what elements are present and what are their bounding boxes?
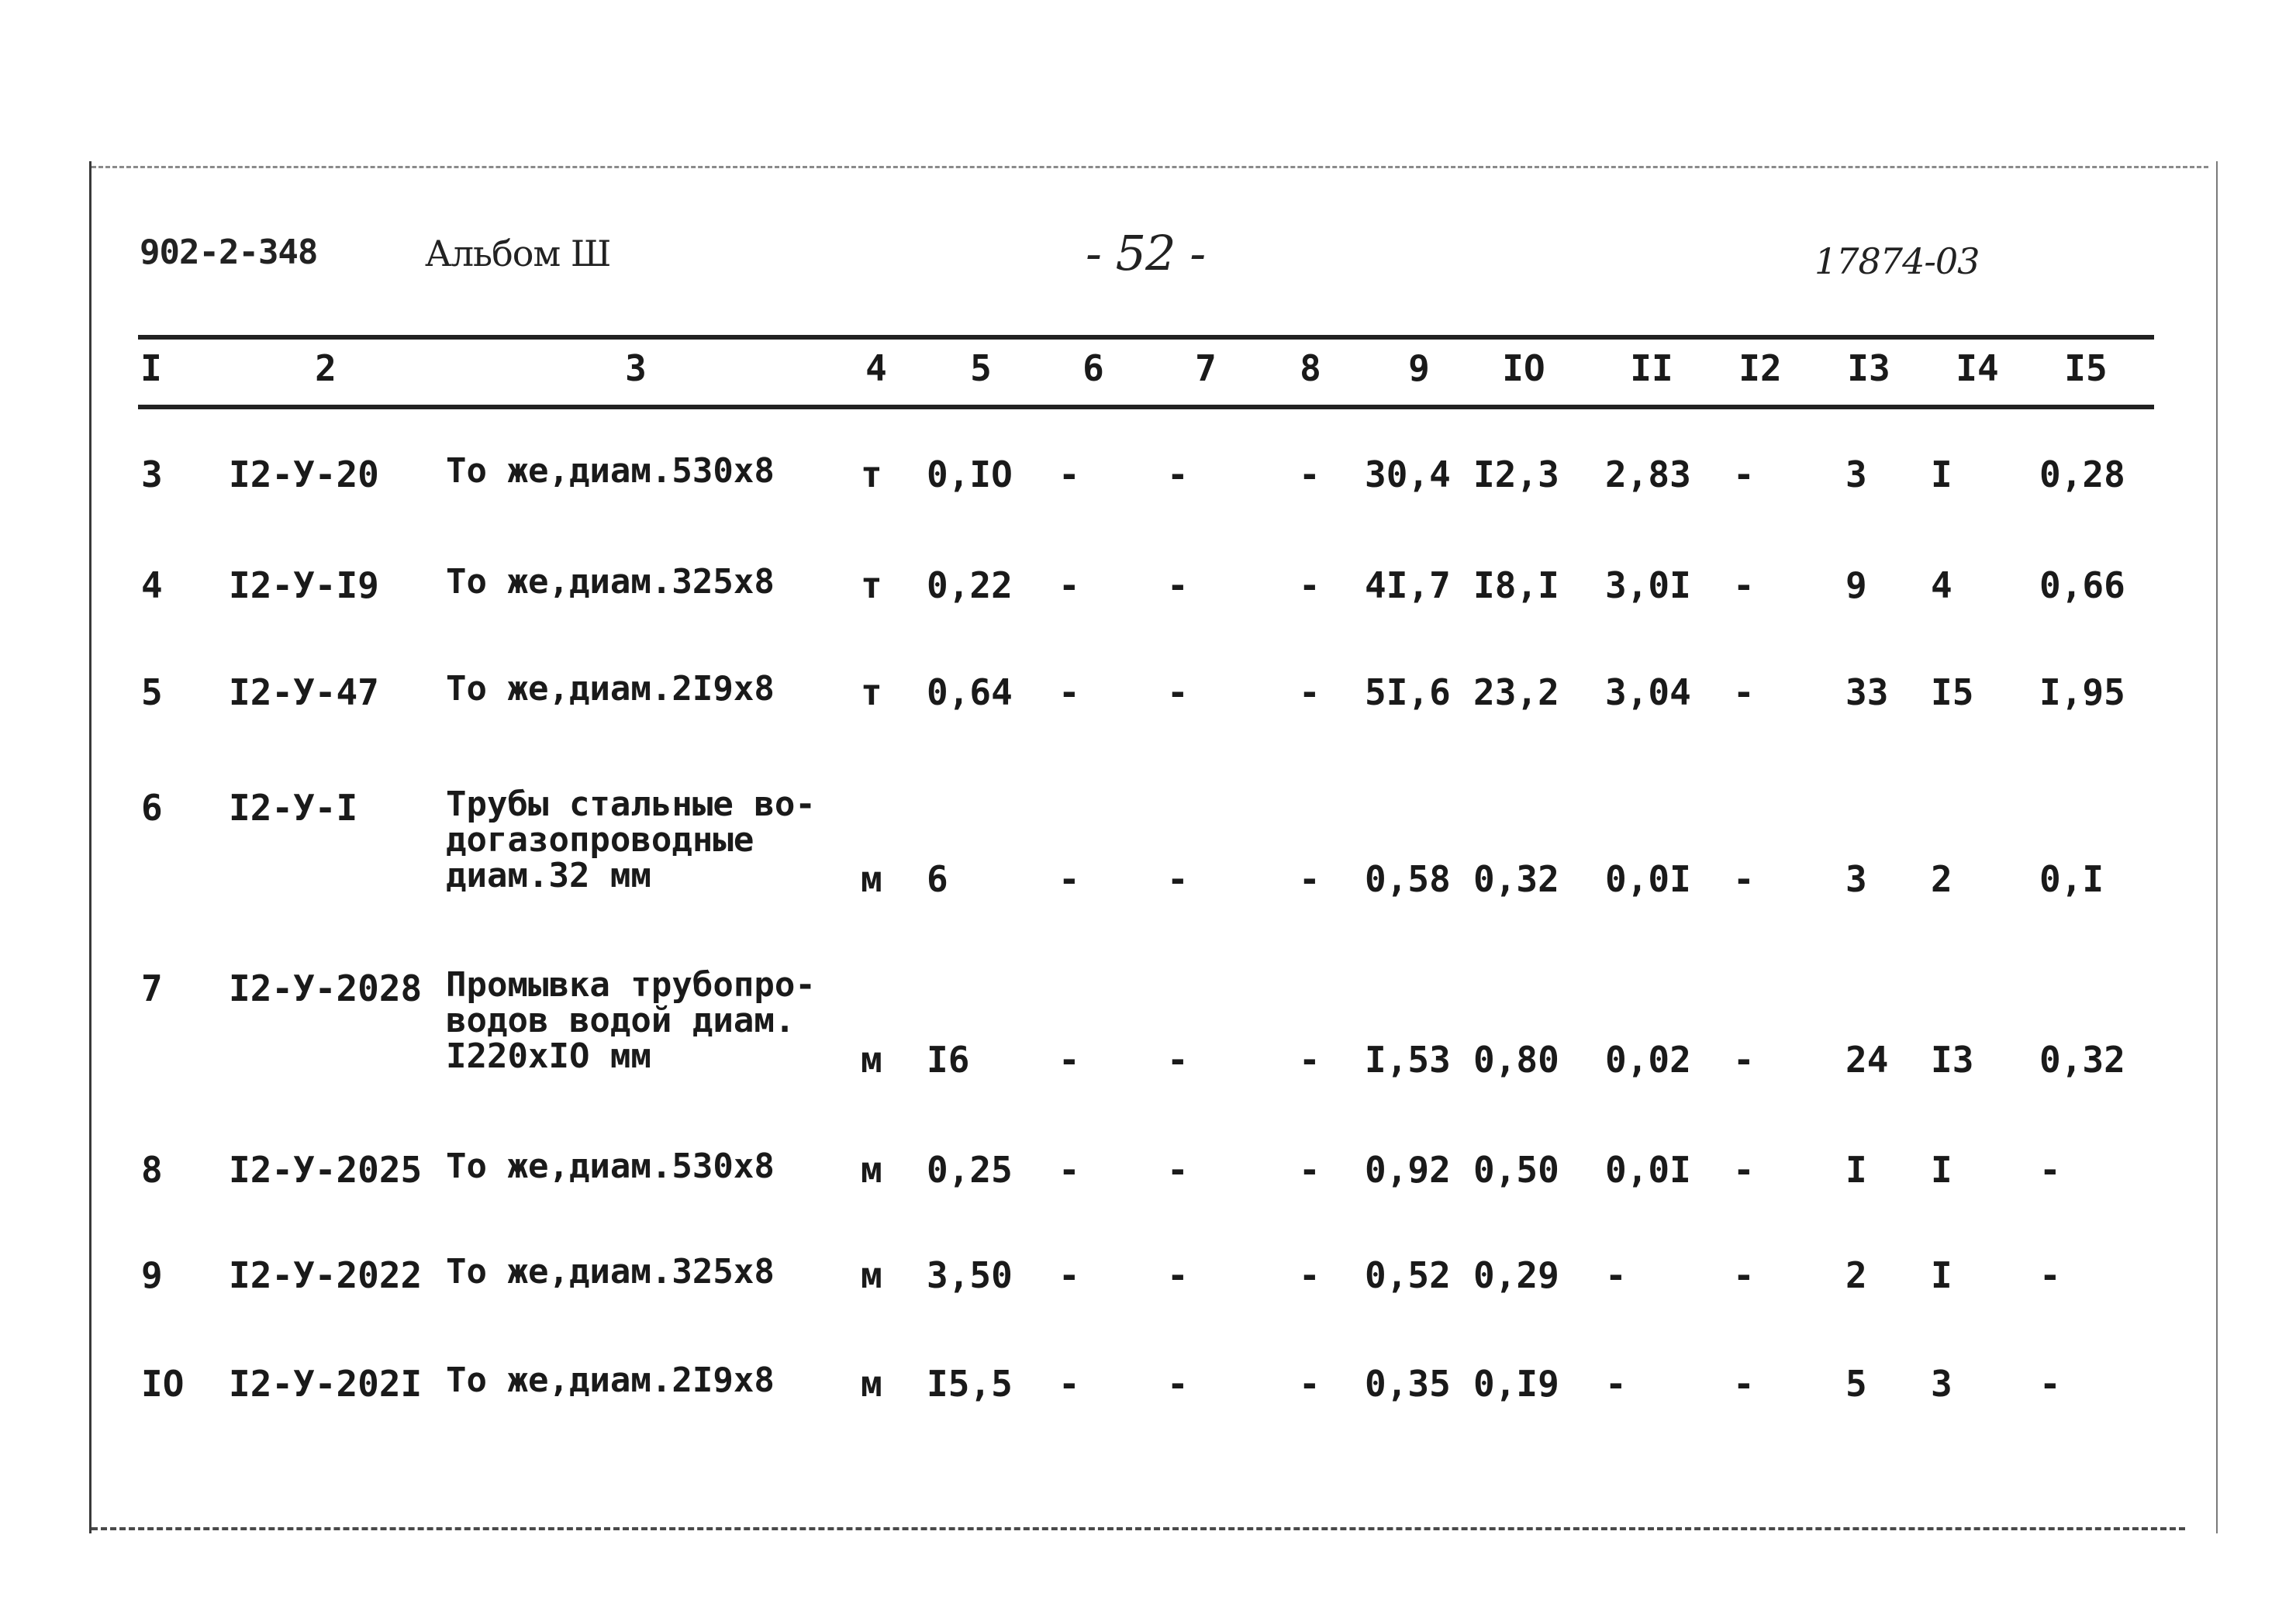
table-cell-col-1: 7 — [141, 967, 163, 1009]
table-cell-col-2: I2-У-I — [229, 787, 358, 829]
table-cell-col-13: 9 — [1845, 564, 1867, 606]
table-header-top-rule — [138, 335, 2154, 340]
column-header-6: 6 — [1082, 347, 1104, 389]
table-cell-col-4: т — [861, 454, 882, 495]
table-header-bottom-rule — [138, 405, 2154, 409]
table-cell-col-12: - — [1733, 858, 1755, 900]
table-cell-col-6: - — [1058, 1039, 1080, 1081]
table-cell-col-11: 3,04 — [1605, 671, 1691, 713]
table-cell-col-9: 0,92 — [1365, 1149, 1451, 1191]
table-cell-col-6: - — [1058, 858, 1080, 900]
document-number: 902-2-348 — [140, 233, 318, 272]
table-cell-col-7: - — [1167, 1363, 1189, 1405]
table-cell-col-3: То же,диам.2I9х8 — [446, 1361, 775, 1400]
table-cell-col-4: м — [861, 1039, 882, 1081]
table-cell-col-14: 2 — [1931, 858, 1952, 900]
table-cell-col-10: 0,32 — [1473, 858, 1559, 900]
table-cell-col-2: I2-У-47 — [229, 671, 379, 713]
table-cell-col-2: I2-У-2025 — [229, 1149, 423, 1191]
table-cell-col-3: То же,диам.2I9х8 — [446, 669, 775, 709]
column-header-10: IO — [1502, 347, 1545, 389]
table-cell-col-5: 0,22 — [927, 564, 1013, 606]
table-cell-col-4: м — [861, 1363, 882, 1405]
table-cell-col-5: 6 — [927, 858, 948, 900]
table-cell-col-5: 0,64 — [927, 671, 1013, 713]
table-cell-col-14: 3 — [1931, 1363, 1952, 1405]
table-cell-col-10: 0,29 — [1473, 1254, 1559, 1296]
table-cell-col-6: - — [1058, 564, 1080, 606]
table-cell-col-7: - — [1167, 454, 1189, 495]
table-cell-col-5: 0,25 — [927, 1149, 1013, 1191]
table-cell-col-14: I5 — [1931, 671, 1974, 713]
column-header-5: 5 — [970, 347, 992, 389]
table-cell-col-3: Трубы стальные во- догазопроводные диам.32 мм — [446, 785, 816, 895]
inventory-number: 17874-03 — [1814, 240, 1980, 282]
table-cell-col-10: 0,50 — [1473, 1149, 1559, 1191]
album-label: Альбом Ш — [425, 233, 611, 274]
table-cell-col-13: 5 — [1845, 1363, 1867, 1405]
table-cell-col-4: м — [861, 1149, 882, 1191]
table-cell-col-3: То же,диам.325х8 — [446, 562, 775, 602]
table-cell-col-9: 0,35 — [1365, 1363, 1451, 1405]
column-header-13: I3 — [1847, 347, 1890, 389]
table-cell-col-12: - — [1733, 671, 1755, 713]
table-cell-col-2: I2-У-20 — [229, 454, 379, 495]
table-cell-col-9: I,53 — [1365, 1039, 1451, 1081]
table-cell-col-8: - — [1299, 454, 1321, 495]
table-cell-col-11: 0,0I — [1605, 858, 1691, 900]
table-cell-col-10: 23,2 — [1473, 671, 1559, 713]
table-cell-col-9: 0,58 — [1365, 858, 1451, 900]
column-header-12: I2 — [1738, 347, 1782, 389]
column-header-11: II — [1630, 347, 1673, 389]
table-cell-col-11: 0,02 — [1605, 1039, 1691, 1081]
table-cell-col-10: 0,80 — [1473, 1039, 1559, 1081]
table-cell-col-15: 0,66 — [2039, 564, 2125, 606]
column-header-8: 8 — [1300, 347, 1321, 389]
table-cell-col-15: 0,28 — [2039, 454, 2125, 495]
column-header-2: 2 — [315, 347, 337, 389]
table-cell-col-15: - — [2039, 1149, 2061, 1191]
table-cell-col-7: - — [1167, 671, 1189, 713]
table-cell-col-15: I,95 — [2039, 671, 2125, 713]
table-cell-col-3: Промывка трубопро- водов водой диам. I220хIO мм — [446, 965, 816, 1076]
table-cell-col-14: I — [1931, 454, 1952, 495]
table-cell-col-11: 2,83 — [1605, 454, 1691, 495]
table-cell-col-11: 3,0I — [1605, 564, 1691, 606]
table-cell-col-8: - — [1299, 671, 1321, 713]
column-header-4: 4 — [865, 347, 887, 389]
table-cell-col-6: - — [1058, 671, 1080, 713]
document-sheet — [89, 161, 2218, 1533]
table-cell-col-13: 2 — [1845, 1254, 1867, 1296]
table-cell-col-14: 4 — [1931, 564, 1952, 606]
table-cell-col-12: - — [1733, 1363, 1755, 1405]
table-cell-col-7: - — [1167, 858, 1189, 900]
table-cell-col-12: - — [1733, 564, 1755, 606]
table-cell-col-1: 5 — [141, 671, 163, 713]
table-cell-col-8: - — [1299, 564, 1321, 606]
table-cell-col-12: - — [1733, 1149, 1755, 1191]
table-cell-col-1: 9 — [141, 1254, 163, 1296]
column-header-3: 3 — [625, 347, 647, 389]
column-header-1: I — [140, 347, 162, 389]
table-cell-col-1: 3 — [141, 454, 163, 495]
table-cell-col-11: 0,0I — [1605, 1149, 1691, 1191]
table-cell-col-3: То же,диам.530х8 — [446, 1147, 775, 1186]
table-cell-col-11: - — [1605, 1254, 1627, 1296]
table-cell-col-6: - — [1058, 454, 1080, 495]
table-cell-col-1: 8 — [141, 1149, 163, 1191]
table-cell-col-12: - — [1733, 1254, 1755, 1296]
table-cell-col-15: 0,I — [2039, 858, 2104, 900]
table-cell-col-3: То же,диам.325х8 — [446, 1252, 775, 1292]
table-cell-col-7: - — [1167, 564, 1189, 606]
table-cell-col-9: 4I,7 — [1365, 564, 1451, 606]
table-cell-col-4: м — [861, 858, 882, 900]
table-cell-col-8: - — [1299, 1254, 1321, 1296]
table-cell-col-9: 0,52 — [1365, 1254, 1451, 1296]
table-cell-col-15: 0,32 — [2039, 1039, 2125, 1081]
table-cell-col-3: То же,диам.530х8 — [446, 451, 775, 491]
table-cell-col-15: - — [2039, 1254, 2061, 1296]
table-cell-col-10: I2,3 — [1473, 454, 1559, 495]
table-cell-col-15: - — [2039, 1363, 2061, 1405]
table-cell-col-13: 3 — [1845, 858, 1867, 900]
table-cell-col-10: 0,I9 — [1473, 1363, 1559, 1405]
table-cell-col-6: - — [1058, 1363, 1080, 1405]
table-cell-col-2: I2-У-2022 — [229, 1254, 423, 1296]
table-cell-col-8: - — [1299, 1363, 1321, 1405]
table-cell-col-7: - — [1167, 1149, 1189, 1191]
table-cell-col-5: 3,50 — [927, 1254, 1013, 1296]
table-cell-col-9: 5I,6 — [1365, 671, 1451, 713]
table-cell-col-7: - — [1167, 1254, 1189, 1296]
table-cell-col-5: 0,IO — [927, 454, 1013, 495]
table-cell-col-13: 24 — [1845, 1039, 1889, 1081]
table-cell-col-6: - — [1058, 1254, 1080, 1296]
table-cell-col-2: I2-У-202I — [229, 1363, 423, 1405]
table-cell-col-4: м — [861, 1254, 882, 1296]
table-cell-col-9: 30,4 — [1365, 454, 1451, 495]
column-header-14: I4 — [1956, 347, 1999, 389]
table-cell-col-1: 4 — [141, 564, 163, 606]
table-cell-col-14: I — [1931, 1149, 1952, 1191]
column-header-7: 7 — [1195, 347, 1217, 389]
table-cell-col-2: I2-У-2028 — [229, 967, 423, 1009]
table-cell-col-2: I2-У-I9 — [229, 564, 379, 606]
table-cell-col-10: I8,I — [1473, 564, 1559, 606]
table-cell-col-4: т — [861, 671, 882, 713]
table-cell-col-1: IO — [141, 1363, 185, 1405]
table-cell-col-13: I — [1845, 1149, 1867, 1191]
table-cell-col-6: - — [1058, 1149, 1080, 1191]
table-cell-col-4: т — [861, 564, 882, 606]
table-cell-col-13: 3 — [1845, 454, 1867, 495]
column-header-15: I5 — [2064, 347, 2108, 389]
table-cell-col-12: - — [1733, 454, 1755, 495]
sheet-bottom-edge — [91, 1527, 2185, 1530]
table-cell-col-8: - — [1299, 1039, 1321, 1081]
table-cell-col-7: - — [1167, 1039, 1189, 1081]
page-number: - 52 - — [1086, 225, 1206, 281]
table-cell-col-5: I6 — [927, 1039, 970, 1081]
table-cell-col-13: 33 — [1845, 671, 1889, 713]
table-cell-col-14: I3 — [1931, 1039, 1974, 1081]
table-cell-col-1: 6 — [141, 787, 163, 829]
column-header-9: 9 — [1408, 347, 1430, 389]
table-cell-col-5: I5,5 — [927, 1363, 1013, 1405]
table-cell-col-12: - — [1733, 1039, 1755, 1081]
table-cell-col-14: I — [1931, 1254, 1952, 1296]
table-cell-col-8: - — [1299, 858, 1321, 900]
table-cell-col-11: - — [1605, 1363, 1627, 1405]
sheet-top-edge — [91, 166, 2208, 168]
table-cell-col-8: - — [1299, 1149, 1321, 1191]
